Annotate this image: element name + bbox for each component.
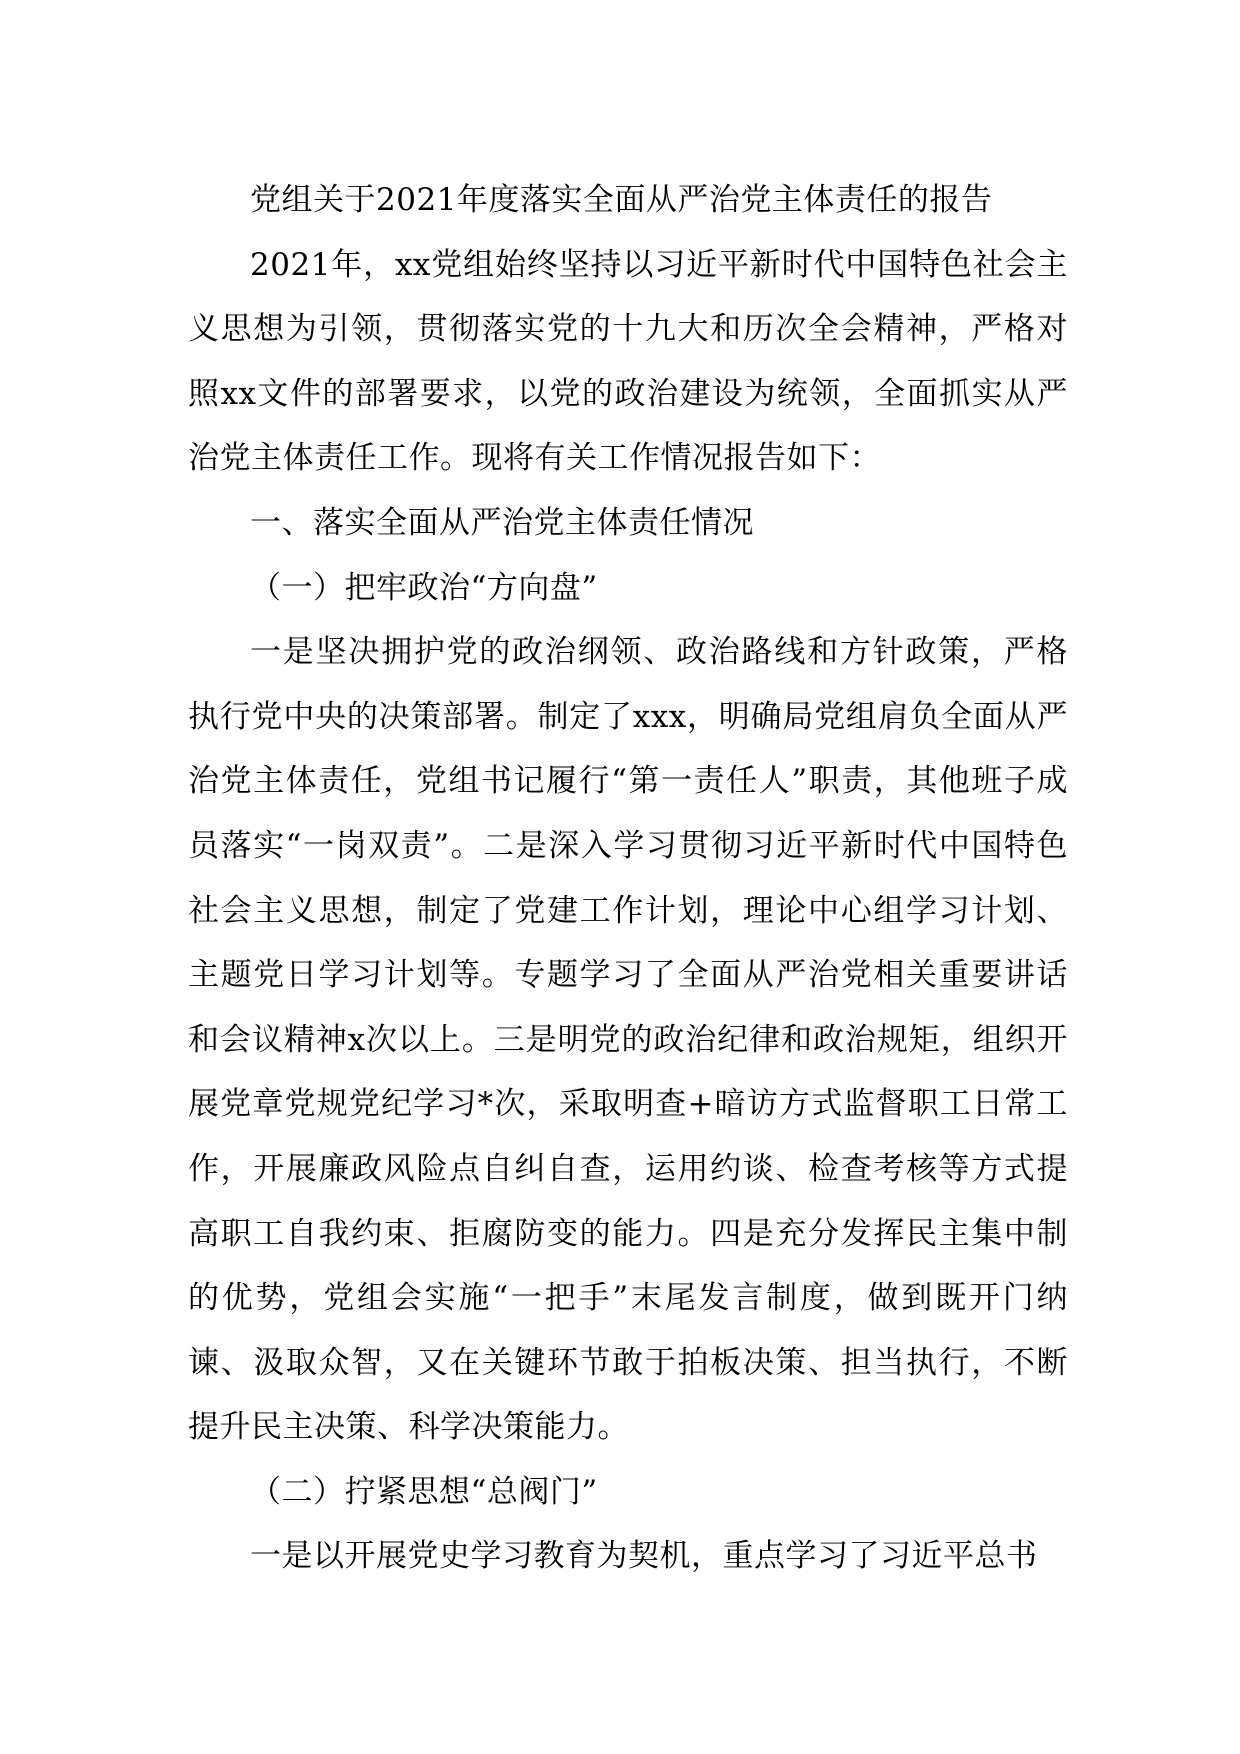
document-title: 党组关于2021年度落实全面从严治党主体责任的报告 [250, 182, 993, 218]
body-paragraph-2: 一是以开展党史学习教育为契机，重点学习了习近平总书 [250, 1538, 1038, 1575]
document-body [188, 168, 1068, 1589]
intro-paragraph: 2021年，xx党组始终坚持以习近平新时代中国特色社会主义思想为引领，贯彻落实党的十九大和历次全会精神，严格对照xx文件的部署要求，以党的政治建设为统领，全面抓实从严治党主体责任工作。现将有关工作情况报告如下： [188, 246, 1068, 477]
subsection-heading-1: （一）把牢政治“方向盘” [250, 569, 598, 606]
subsection-heading-2: （二）拧紧思想“总阀门” [250, 1473, 598, 1510]
body-paragraph-1: 一是坚决拥护党的政治纲领、政治路线和方针政策，严格执行党中央的决策部署。制定了xxx，明确局党组肩负全面从严治党主体责任，党组书记履行“第一责任人”职责，其他班子成员落实“一岗双责”。二是深入学习贯彻习近平新时代中国特色社会主义思想，制定了党建工作计划，理论中心组学习计划、主题党日学习计划等。专题学习了全面从严治党相关重要讲话和会议精神x次以上。三是明党的政治纪律和政治规矩，组织开展党章党规党纪学习*次，采取明查+暗访方式监督职工日常工作，开展廉政风险点自纠自查，运用约谈、检查考核等方式提高职工自我约束、拒腐防变的能力。四是充分发挥民主集中制的优势，党组会实施“一把手”末尾发言制度，做到既开门纳谏、汲取众智，又在关键环节敢于拍板决策、担当执行，不断提升民主决策、科学决策能力。 [188, 634, 1068, 1446]
section-heading-1: 一、落实全面从严治党主体责任情况 [250, 504, 754, 541]
